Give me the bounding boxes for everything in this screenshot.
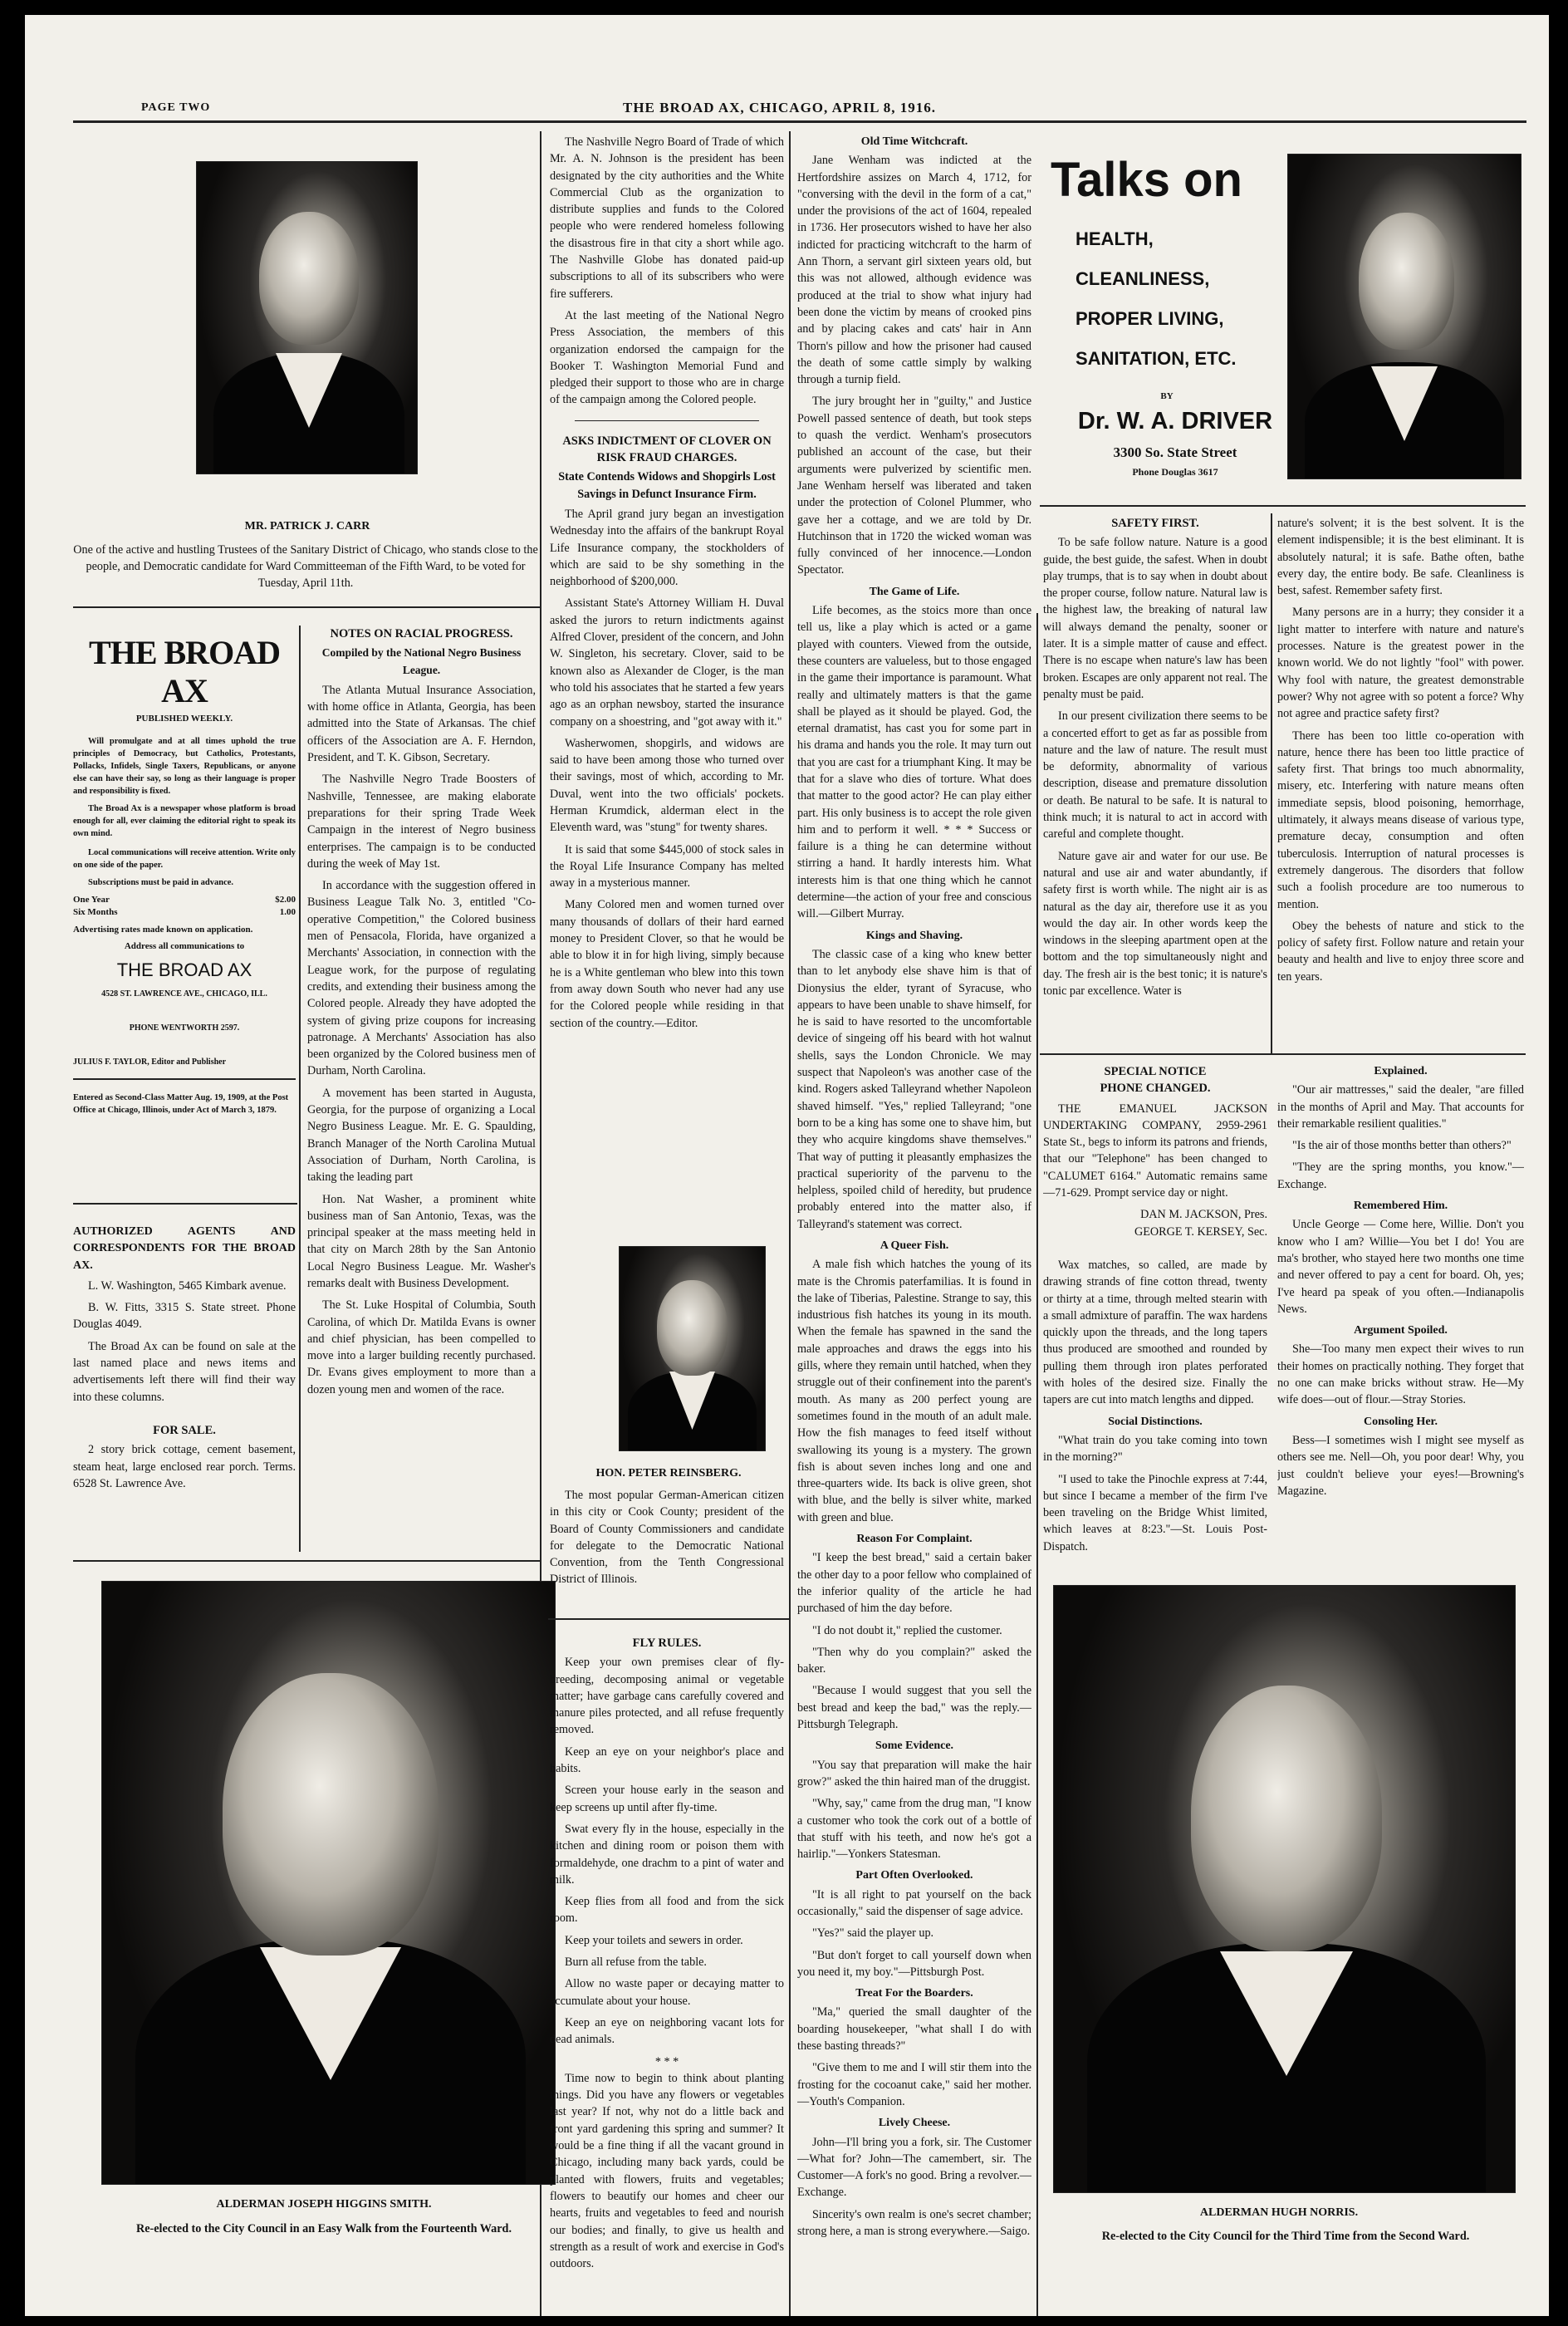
page-label: PAGE TWO (141, 101, 211, 114)
spoiled-paragraph: She—Too many men expect their wives to run their homes on practically nothing. They forget that no one can make bricks without straw. He—My wife does—out of flour.—Stray Stories. (1277, 1342, 1524, 1407)
fly-rules-stars: * * * (654, 2054, 679, 2068)
section-rule (73, 606, 540, 608)
agents-heading: AUTHORIZED AGENTS AND CORRESPONDENTS FOR THE BROAD AX. (73, 1225, 296, 1272)
kings-heading: Kings and Shaving. (865, 929, 963, 942)
agents-found: The Broad Ax can be found on sale at the last named place and news items and advertisements left there will find their way into these columns. (73, 1339, 296, 1404)
masthead-forum: The Broad Ax is a newspaper whose platform is broad enough for all, ever claiming the editorial right to speak its own mind. (73, 804, 296, 838)
fly-rule: Keep an eye on your neighbor's place and habits. (550, 1744, 784, 1776)
overlooked-paragraph: "But don't forget to call yourself down when you need it, my boy."—Pittsburgh Post. (797, 1948, 1031, 1979)
overlooked-paragraph: "Yes?" said the player up. (812, 1926, 934, 1941)
section-rule (73, 1203, 297, 1205)
masthead-street: 4528 ST. LAWRENCE AVE., CHICAGO, ILL. (101, 989, 267, 999)
racial-paragraph: Hon. Nat Washer, a prominent white business man of San Antonio, Texas, was the principal speaker at the mass meeting held in that city on March 28th by the San Antonio Local Negro Business League. Mr. Washer's remarks dealt with Business Development. (307, 1192, 536, 1290)
masthead-advertising: Advertising rates made known on application. (73, 925, 253, 935)
masthead-name-block: THE BROAD AX (116, 959, 252, 980)
reinsberg-caption-text: The most popular German-American citizen in this city or Cook County; president of the Board of County Commissioners and candidate for delegate to the Democratic National Convention, from the Tenth Congressional District of Illinois. (550, 1489, 784, 1587)
column-rule (1036, 613, 1038, 2316)
cheese-paragraph: Sincerity's own realm is one's secret chamber; strong here, a man is strong everywhere.—Saigo. (797, 2207, 1031, 2239)
racial-paragraph: The Atlanta Mutual Insurance Association, with home office in Atlanta, Georgia, has been admitted into the State of Arkansas. The chief officers of the Association are A. F. Herndon, President, and T. K. Gibson, Secretary. (307, 683, 536, 765)
consoling-paragraph: Bess—I sometimes wish I might see myself as others see me. Nell—Oh, you poor dear! Why, you just couldn't believe your eyes!—Browning's Magazine. (1277, 1433, 1524, 1498)
talks-by: BY (1160, 391, 1174, 401)
norris-caption: Re-elected to the City Council for the Third Time from the Second Ward. (1101, 2230, 1470, 2243)
notice-heading: PHONE CHANGED. (1100, 1082, 1211, 1096)
evidence-heading: Some Evidence. (875, 1740, 954, 1753)
talks-topic: HEALTH, (1076, 228, 1154, 249)
gameoflife-paragraph: Life becomes, as the stoics more than once tell us, like a play which is acted or a game played with counters. Viewed from the outside, these counters are valueless, but to those engaged in the game their importance is paramount. What really and ultimately matters is that the game shall be played as it should be played. God, the eternal dramatist, has cast you for some part in his drama and hands you the role. It may turn out that you are cast for a triumphant King. It may be that for a slave who dies of torture. What does that matter to the good actor? He can play either part. His only business is to accept the role given him and to perform it well. * * * Success or failure is a thing he can determine without stirring a hand. It hardly interests him. What interests him is that one thing which he cannot determine—the action of your free and conscious will.—Gilbert Murray. (797, 604, 1031, 921)
talks-topic: CLEANLINESS, (1076, 268, 1210, 289)
masthead-communications: Local communications will receive attention. Write only on one side of the paper. (73, 848, 296, 870)
safety-heading: SAFETY FIRST. (1111, 517, 1199, 530)
cheese-paragraph: John—I'll bring you a fork, sir. The Customer—What for? John—The camembert, sir. The Customer—A fork's no good. Bring a revolver.—Exchange. (797, 2135, 1031, 2200)
cheese-heading: Lively Cheese. (878, 2117, 951, 2130)
boarders-paragraph: "Give them to me and I will stir them into the frosting for the cocoanut cake," said her mother.—Youth's Companion. (797, 2061, 1031, 2108)
safety-paragraph: There has been too little co-operation with nature, hence there has been too little practice of safety first. That brings too much abnormality, misery, etc. Interfering with nature means often immediate sepsis, blood poisoning, hemorrhage, ultimately, it always means disease of various type, premature decay, consumption and often tuberculosis. Interruption of natural processes is extremely dangerous. The disorders that follow such a foolish procedure are too numerous to mention. (1277, 729, 1524, 911)
rate-label: One Year (73, 895, 110, 905)
nashville-column (550, 134, 784, 1288)
notice-body: THE EMANUEL JACKSON UNDERTAKING COMPANY, 2959-2961 State St., begs to inform its patrons and friends, that our "Telephone" has been changed to "CALUMET 6164." Automatic remains same—71-629. Prompt service day or night. (1043, 1102, 1267, 1200)
safety-first-column (1043, 515, 1267, 1051)
fly-rule: Keep an eye on neighboring vacant lots for dead animals. (550, 2015, 784, 2047)
talks-address: 3300 So. State Street (1113, 444, 1237, 460)
witchcraft-paragraph: The jury brought her in "guilty," and Justice Powell passed sentence of death, but took steps to quash the verdict. Wenham's prosecutors published an account of the case, but their arguments were pulverized by scientific men. Jane Wenham herself was liberated and taken under the protection of Colonel Plummer, who gave her a cottage, and we are told by Dr. Hutchinson that in 1720 the wicked woman was fully convinced of her innocence.—London Spectator. (797, 395, 1031, 577)
complaint-paragraph: "Because I would suggest that you sell the best bread and keep the bad," was the reply.—Pittsburgh Telegraph. (797, 1684, 1031, 1732)
rate-price: 1.00 (279, 907, 296, 917)
talks-phone: Phone Douglas 3617 (1132, 466, 1218, 478)
rate-price: $2.00 (275, 895, 296, 905)
witchcraft-paragraph: Jane Wenham was indicted at the Hertfordshire assizes on March 4, 1712, for "conversing with the devil in the form of a cat," under the provisions of the act of 1604, repealed in 1736. Her prosecutors wished to have her also indicted for practicing witchcraft to the harm of Ann Thorn, a servant girl sixteen years old, but this was not allowed, although evidence was produced at the trial to show what injury had been done the victim by means of crooked pins and by placing cakes and cats' hair in Ann Thorn's pillow and how the prisoner had caused the death of some cattle simply by walking through a turnip field. (797, 154, 1031, 387)
explained-paragraph: "Our air mattresses," said the dealer, "are filled in the months of April and May. That accounts for their remarkable resilient qualities." (1277, 1083, 1524, 1131)
notice-signature: GEORGE T. KERSEY, Sec. (1134, 1224, 1267, 1239)
notice-heading: SPECIAL NOTICE (1104, 1065, 1207, 1078)
portrait-joseph-smith (101, 1581, 556, 2185)
special-notice-column (1043, 1063, 1267, 1578)
gameoflife-heading: The Game of Life. (869, 585, 960, 598)
racial-paragraph: The St. Luke Hospital of Columbia, South Carolina, of which Dr. Matilda Evans is owner and chief physician, has been compelled to move into a larger building recently purchased. Dr. Evans gives employment to more than a dozen young men and women of the race. (307, 1298, 536, 1396)
masthead-frequency: PUBLISHED WEEKLY. (135, 714, 233, 724)
masthead-principles: Will promulgate and at all times uphold the true principles of Democracy, but Catholics, Protestants, Pollacks, Infidels, Single Taxers, Republicans, or anyone else can have their say, so long as their language is proper and responsibility is fixed. (73, 737, 296, 796)
agent-entry: B. W. Fitts, 3315 S. State street. Phone Douglas 4049. (73, 1301, 296, 1332)
boarders-heading: Treat For the Boarders. (855, 1987, 973, 2000)
explained-paragraph: "Is the air of those months better than others?" (1292, 1139, 1512, 1153)
queerfish-paragraph: A male fish which hatches the young of its mate is the Chromis paterfamilias. It is found in the lake of Tiberias, Palestine. Strange to say, this industrious fish hatches its young in its mouth. When the female has spawned in the sand the male approaches and draws the eggs into his gills, where they remain until hatched, when they struggle out of their confinement into the parent's mouth. As many as 200 perfect young are sometimes found in the mouth of an adult male. How the fish manages to feed itself without swallowing its young is a mystery. The grown fish is about seven inches long and one and three-quarters wide. Its back is olive green, shot with blue, and the belly is silver white, marked with green and blue. (797, 1258, 1031, 1524)
fly-rule: Keep your toilets and sewers in order. (565, 1933, 743, 1947)
fly-rules-heading: FLY RULES. (632, 1637, 702, 1650)
smith-caption: Re-elected to the City Council in an Easy Walk from the Fourteenth Ward. (135, 2222, 512, 2235)
social-heading: Social Distinctions. (1108, 1415, 1203, 1428)
social-paragraph: "I used to take the Pinochle express at 7:44, but since I became a member of the firm I've been traveling on the Bridge Whist limited, which leaves at 8:23."—St. Louis Post-Dispatch. (1043, 1472, 1267, 1553)
safety-first-continued (1277, 515, 1524, 1051)
fly-rules-column (550, 1635, 784, 2291)
norris-name: ALDERMAN HUGH NORRIS. (1199, 2206, 1359, 2219)
masthead-address-note: Address all communications to (124, 941, 245, 951)
notice-signature: DAN M. JACKSON, Pres. (1140, 1208, 1267, 1222)
rate-label: Six Months (73, 907, 118, 917)
boarders-paragraph: "Ma," queried the small daughter of the boarding housekeeper, "what shall I do with these basting threads?" (797, 2005, 1031, 2054)
consoling-heading: Consoling Her. (1364, 1415, 1438, 1428)
safety-paragraph: nature's solvent; it is the best solvent. It is the element indispensible; it is the best eliminant. It is absolutely natural; it is safe. Bathe often, bathe every day, the entire body. Be safe. Cleanliness is best, safest. Remember safety first. (1277, 517, 1524, 598)
clover-paragraph: The April grand jury began an investigation Wednesday into the affairs of the bankrupt Royal Life Insurance company, the stockholders of which are said to be shy something in the neighborhood of $200,000. (550, 507, 784, 589)
remembered-paragraph: Uncle George — Come here, Willie. Don't you know who I am? Willie—You bet I do! You are ma's brother, who stayed here two months one time and never offered to pay a cent for board. Oh, yes; I've heard pa speak of you often.—Indianapolis News. (1277, 1218, 1524, 1316)
portrait-peter-reinsberg (619, 1246, 766, 1451)
explained-paragraph: "They are the spring months, you know."—Exchange. (1277, 1161, 1524, 1191)
miscellany-column (797, 134, 1031, 2294)
talks-topic: PROPER LIVING, (1076, 308, 1224, 329)
fly-rule: Time now to begin to think about planting things. Did you have any flowers or vegetables last year? If not, why not do a little back and front yard gardening this spring and summer? It would be a fine thing if all the vacant ground in Chicago, including many back yards, could be planted with flowers, fruits and vegetables; flowers to beautify our homes and cheer our hearts, fruits and vegetables to feed and nourish our bodies; and finally, to give us health and strength as a result of work and exercise in God's outdoors. (550, 2071, 784, 2271)
column-rule (299, 626, 301, 1552)
masthead-phone: PHONE WENTWORTH 2597. (129, 1023, 240, 1033)
forsale-heading: FOR SALE. (153, 1423, 216, 1437)
clover-heading: ASKS INDICTMENT OF CLOVER ON RISK FRAUD CHARGES. (562, 434, 772, 465)
agents-section (73, 1224, 296, 1573)
nashville-paragraph: At the last meeting of the National Negro Press Association, the members of this organization endorsed the campaign for the Booker T. Washington Memorial Fund and pledged their support to those who are in charge of the campaign among the Colored people. (550, 308, 784, 407)
portrait-dr-driver (1287, 154, 1521, 479)
smith-name: ALDERMAN JOSEPH HIGGINS SMITH. (216, 2198, 432, 2211)
fly-rule: Screen your house early in the season and keep screens up until after fly-time. (550, 1784, 784, 1814)
racial-paragraph: In accordance with the suggestion offered in Business League Talk No. 3, entitled "Co-operative Competition," the Colored business men of Pensacola, Florida, have organized a Merchants' Association, in connection with the League work, for the purpose of regulating credits, and extending their business among the Colored people. Already they have adopted the system of giving prize coupons for increasing patronage. A Merchants' Association has also been organized by the Colored business men of Durham, North Carolina. (307, 879, 536, 1078)
fly-rule: Allow no waste paper or decaying matter to accumulate about your house. (550, 1977, 784, 2008)
safety-paragraph: Obey the behests of nature and stick to the policy of safety first. Follow nature and retain your beauty and health and live to enjoy three score and ten years. (1277, 919, 1524, 984)
clover-paragraph: Many Colored men and women turned over many thousands of dollars of their hard earned money to President Clover, so that he would be able to blow it in for high living, simply because he is a White gentleman who blew into this town from away down South who never had any use for the Colored people while residing in that section of the country.—Editor. (550, 898, 784, 1030)
evidence-paragraph: "You say that preparation will make the hair grow?" asked the thin haired man of the druggist. (797, 1758, 1031, 1789)
fly-rule: Burn all refuse from the table. (565, 1956, 707, 1970)
racial-paragraph: A movement has been started in Augusta, Georgia, for the purpose of organizing a Local Negro Business League. Mr. E. G. Spaulding, Branch Manager of the North Carolina Mutual Association of Durham, North Carolina, is taking the leading part (307, 1086, 536, 1185)
portrait-patrick-carr (196, 161, 418, 474)
section-rule (73, 1560, 540, 1562)
social-paragraph: "What train do you take coming into town in the morning?" (1043, 1433, 1267, 1465)
clover-paragraph: It is said that some $445,000 of stock sales in the Royal Life Insurance Company has melted away in a mysterious manner. (550, 842, 784, 891)
racial-paragraph: The Nashville Negro Trade Boosters of Nashville, Tennessee, are making elaborate preparations for their spring Trade Week Campaign in the interest of Negro business enterprises. The campaign is to be conducted during the week of May 1st. (307, 773, 536, 871)
talks-title: Talks on (1051, 153, 1242, 207)
talks-topic: SANITATION, ETC. (1076, 348, 1237, 369)
dateline: THE BROAD AX, CHICAGO, APRIL 8, 1916. (623, 100, 937, 115)
jokes-column (1277, 1063, 1524, 1578)
fly-rule: Swat every fly in the house, especially in the kitchen and dining room or poison them with formaldehyde, one drachm to a pint of water and milk. (550, 1822, 784, 1887)
clover-paragraph: Washerwomen, shopgirls, and widows are said to have been among those who turned over their savings, most of which, according to Mr. Duval, went into the two officials' pockets. Herman Krumdick, alderman elect in the Eleventh ward, was "stung" for twenty shares. (550, 736, 784, 835)
wax-paragraph: Wax matches, so called, are made by drawing strands of fine cotton thread, twenty or thirty at a time, through melted stearin with a small admixture of paraffin. The wax hardens quickly upon the threads, and the long tapers thus produced are smoothed and rounded by pulling them through iron plates perforated with holes of the desired size. Finally the tapers are cut into match lengths and dipped. (1043, 1258, 1267, 1407)
section-rule (548, 1618, 789, 1620)
agent-entry: L. W. Washington, 5465 Kimbark avenue. (88, 1278, 287, 1293)
masthead-editor: JULIUS F. TAYLOR, Editor and Publisher (73, 1057, 227, 1067)
section-rule (1040, 505, 1526, 507)
explained-heading: Explained. (1374, 1065, 1428, 1077)
racial-heading: NOTES ON RACIAL PROGRESS. (330, 627, 513, 640)
masthead-title: THE BROAD AX (89, 634, 280, 709)
safety-paragraph: In our present civilization there seems to be a concerted effort to get as far as possible from nature and the law of nature. The result must be deformity, abnormality of various description, disease and premature dissolution or death. Be natural to be safe. It is natural to think much; it is natural to act in accord with careful and complete thought. (1043, 709, 1267, 842)
carr-caption: One of the active and hustling Trustees of the Sanitary District of Chicago, who stands close to the people, and Democratic candidate for Ward Committeeman of the Fifth Ward, to be voted for Tuesday, April 11th. (73, 543, 538, 590)
talks-author: Dr. W. A. DRIVER (1077, 408, 1273, 434)
masthead-subscriptions: Subscriptions must be paid in advance. (88, 878, 234, 887)
overlooked-heading: Part Often Overlooked. (855, 1869, 973, 1882)
complaint-paragraph: "I do not doubt it," replied the customer. (812, 1623, 1002, 1637)
clover-subhead: State Contends Widows and Shopgirls Lost Savings in Defunct Insurance Firm. (558, 470, 776, 501)
racial-byline: Compiled by the National Negro Business League. (321, 646, 522, 676)
masthead-entered: Entered as Second-Class Matter Aug. 19, 1909, at the Post Office at Chicago, Illinois, under Act of March 3, 1879. (73, 1093, 289, 1115)
remembered-heading: Remembered Him. (1353, 1200, 1448, 1213)
queerfish-heading: A Queer Fish. (880, 1239, 949, 1252)
complaint-paragraph: "I keep the best bread," said a certain baker the other day to a poor fellow who complained of the inferior quality of the article he had purchased of him the day before. (797, 1551, 1031, 1616)
evidence-paragraph: "Why, say," came from the drug man, "I know a customer who took the cork out of a bottle of that stuff with his teeth, and now he's got a hairlip."—Yonkers Statesman. (797, 1797, 1031, 1862)
fly-rule: Keep flies from all food and from the sick room. (550, 1895, 784, 1926)
nashville-paragraph: The Nashville Negro Board of Trade of which Mr. A. N. Johnson is the president has been designated by the city authorities and the White Commercial Club as the organization to distribute supplies and funds to the Colored people who were rendered homeless following the disastrous fire in that city a short while ago. The Nashville Globe has donated paid-up subscriptions to all of its subscribers who were fire sufferers. (550, 135, 784, 301)
complaint-heading: Reason For Complaint. (856, 1533, 973, 1546)
kings-paragraph: The classic case of a king who knew better than to let anybody else shave him is that of Dionysius the elder, tyrant of Syracuse, who appears to have been unable to shave himself, for he is said to have resorted to the uncomfortable device of singeing off his beard with hot walnut shells, says the London Chronicle. We may suspect that Napoleon's was another case of the kind. Rogers asked Talleyrand whether Napoleon shaved himself. "Yes," replied Talleyrand; "one born to be a king has some one to shave him, but they who acquire kingdoms shave themselves." That way of putting it pleasantly emphasizes the practical superiority of the parvenu to the helpless, spoiled child of heredity, but prudence probably entered into the matter also, if Talleyrand's statement was correct. (797, 947, 1031, 1231)
safety-paragraph: To be safe follow nature. Nature is a good guide, the best guide, the safest. When in doubt play trumps, that is to say when in doubt about the proper course, follow nature. Natural law is the highest law, the breaking of natural law will always demand the penalty, sooner or later. It is a simple matter of cause and effect. There is no escape when nature's law has been broken. Escapes are only apparent not real. The penalty must be paid. (1043, 536, 1267, 701)
column-rule (789, 131, 791, 2316)
section-rule (1040, 1053, 1526, 1055)
reinsberg-name: HON. PETER REINSBERG. (595, 1467, 742, 1480)
safety-paragraph: Nature gave air and water for our use. Be natural and use air and water abundantly, if safety first is worth while. The night air is as natural as the day air, therefore use it as you would the day air. In other words keep the windows in the sleeping apartment open at the bottom and the top simultaneously night and day. The fresh air is the best tonic; it is nature's tonic par excellence. Water is (1043, 849, 1267, 999)
witchcraft-heading: Old Time Witchcraft. (860, 135, 968, 148)
masthead (73, 634, 296, 1116)
overlooked-paragraph: "It is all right to pat yourself on the back occasionally," said the dispenser of sage advice. (797, 1887, 1031, 1918)
fly-rule: Keep your own premises clear of fly-breeding, decomposing animal or vegetable matter; have garbage cans carefully covered and manure piles protected, and all refuse frequently removed. (550, 1656, 784, 1737)
column-rule (1271, 513, 1272, 1053)
health-talks-ad (1042, 135, 1524, 501)
clover-paragraph: Assistant State's Attorney William H. Duval asked the jurors to return indictments against Alfred Clover, president of the concern, and John W. Singleton, his secretary. Clover, said to be known also as Alexander de Cloger, is the man who told his associates that he started a few years ago as an orphan newsboy, started the insurance company on a shoestring, and "got away with it." (550, 596, 784, 729)
newspaper-page (25, 15, 1549, 2316)
safety-paragraph: Many persons are in a hurry; they consider it a light matter to interfere with nature and nature's processes. Nature is the greatest power in the known world. We do not lightly "fool" with power. Why fool with nature, the greatest demonstrable power? Why not agree with so potent a force? Why not agree and practice safety first? (1277, 606, 1524, 721)
spoiled-heading: Argument Spoiled. (1354, 1324, 1448, 1337)
forsale-body: 2 story brick cottage, cement basement, steam heat, large enclosed rear porch. Terms. 6528 St. Lawrence Ave. (73, 1443, 296, 1490)
complaint-paragraph: "Then why do you complain?" asked the baker. (797, 1645, 1031, 1676)
header-rule (73, 120, 1526, 123)
carr-name: MR. PATRICK J. CARR (244, 520, 370, 532)
racial-progress-column (307, 626, 536, 1556)
portrait-hugh-norris (1053, 1585, 1516, 2193)
reinsberg-caption (550, 1487, 784, 1637)
